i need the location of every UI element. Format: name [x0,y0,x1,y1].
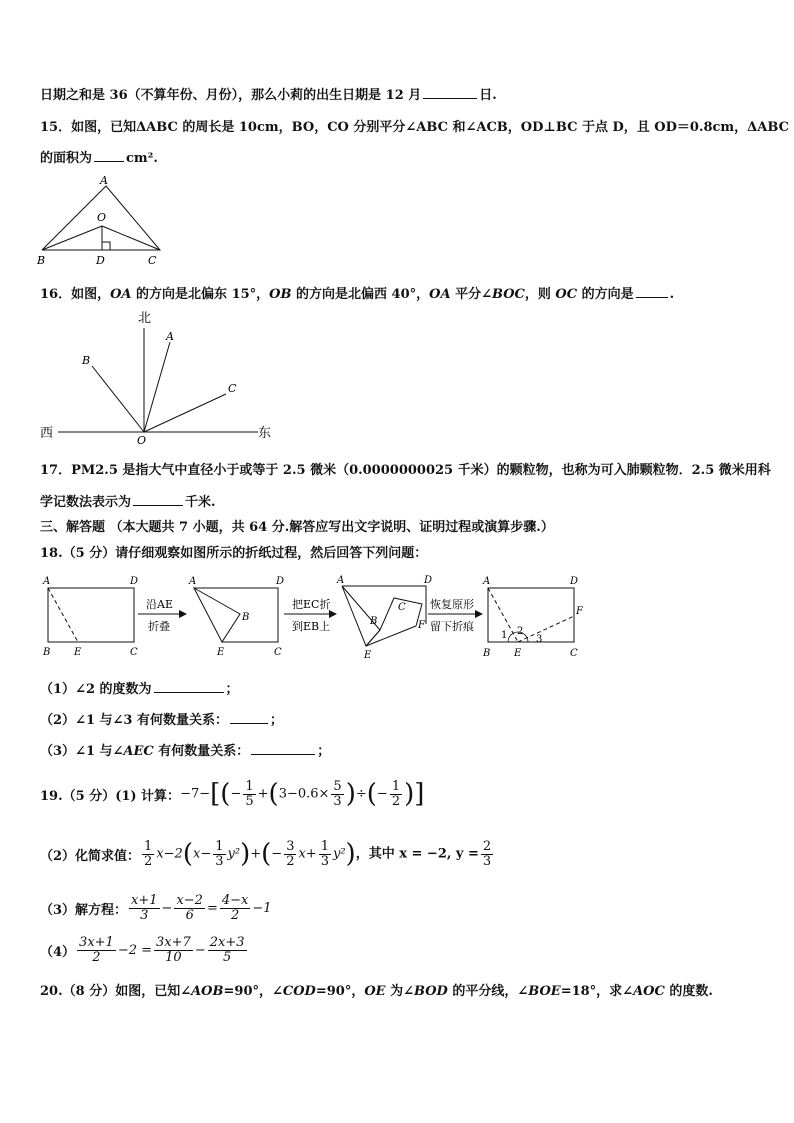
q19-sub3 [40,888,272,928]
q20-aob: AOB [191,984,224,999]
p1-label-d: D [130,576,139,587]
label-o: O [137,434,147,446]
p2-label-c: C [274,647,282,658]
q18-sub1-text: （1）∠2 的度数为 [40,682,152,697]
expr1-frac3: $\frac{1}{2}$ [391,778,401,809]
q20-boe: BOE [528,984,561,999]
q18-sub1-blank[interactable] [154,680,224,693]
q19-sub4-label: （4） [40,944,76,960]
label-north: 北 [138,311,152,326]
expr1-frac1: $\frac{1}{5}$ [245,778,254,809]
q14-text: 日期之和是 36（不算年份、月份），那么小莉的出生日期是 12 月 [40,88,422,103]
p3-label-d: D [424,575,433,586]
q19-sub4 [40,930,249,970]
p2-label-a: A [189,576,197,587]
expr2-part: + [250,846,262,862]
q19-sub3-label: （3）解方程： [40,902,128,918]
q19-sub1 [40,774,424,814]
q16-answer-blank[interactable] [636,285,668,298]
q16-oc: OC [555,287,578,302]
q16-text: 的方向是北偏东 15°， [131,287,270,302]
p3-label-a: A [337,575,345,586]
q16-oa: OA [110,287,132,302]
q18-sub3 [40,740,330,759]
step1-label-line1: 沿AE [146,598,173,611]
q15-triangle-figure [36,172,166,268]
q15-end: . [153,151,158,166]
q17-line2 [40,491,216,510]
ray-ob [92,366,144,432]
q19-sub2-label: （2）化简求值： [40,848,141,864]
q16-text: 的方向是北偏西 40°， [291,287,430,302]
label-a: A [166,330,174,343]
expr4-part: −2 = [117,942,153,958]
label-east: 东 [258,426,272,441]
q15-answer-blank[interactable] [94,149,124,162]
q20-text: =18°，求∠ [560,984,634,999]
expr3-frac3: $\frac{4-x}{2}$ [221,892,249,923]
q19-expr4 [75,936,248,965]
expr1-part: + [257,786,269,802]
q15-line2 [40,147,158,166]
expr3-part: −1 [252,900,272,916]
q18-sub3-blank[interactable] [251,742,315,755]
p4-label-f: F [576,606,583,617]
expr1-part: − [230,786,242,802]
q20-text: =90°， [315,984,365,999]
q20-bod: BOD [413,984,448,999]
expr2-part: y² [227,846,241,862]
q16-end: . [669,287,675,302]
q18-sub2-text: （2）∠1 与∠3 有何数量关系： [40,713,228,728]
q20-text: 20.（8 分）如图，已知∠ [40,984,192,999]
p4-label-d: D [570,576,579,587]
q20-text: 的度数. [664,984,713,999]
q19-expr2: $\frac{1}{2}$ x−2(x− $\frac{1}{3}$ y²)+(− $\frac{3}{2}$ x+ $\frac{1}{3}$ y²)，其中 x = −2, y = $\frac{2}{3}$ [144,838,492,869]
segment-co [102,226,160,250]
expr3-frac1: $\frac{x+1}{3}$ [131,892,158,923]
q17-end: 千米. [185,495,216,510]
q18-sub2-end: ； [269,713,283,728]
q17-text: 学记数法表示为 [40,495,132,510]
p1-label-e: E [74,647,82,658]
expr3-part: − [161,900,173,916]
step2-label-line1: 把EC折 [292,598,331,611]
p3-label-f: F [418,620,425,631]
p2-label-e: E [217,647,225,658]
p4-label-a: A [483,576,491,587]
q20-text: =90°，∠ [223,984,283,999]
expr2-frac5: $\frac{2}{3}$ [482,838,492,869]
right-angle-mark [102,242,110,250]
expr2-part: x− [192,846,212,862]
label-d: D [96,254,105,267]
expr2-frac2: $\frac{1}{3}$ [215,838,224,869]
step1-label-line2: 折叠 [148,620,170,633]
expr4-part: − [194,942,206,958]
expr2-frac1: $\frac{1}{2}$ [144,838,153,869]
q20-line [40,980,713,999]
expr2-part: y² [332,846,346,862]
step2-label-line2: 到EB上 [292,620,331,633]
label-b: B [37,254,46,267]
p2-label-d: D [276,576,285,587]
q18-sub2-blank[interactable] [230,711,268,724]
q18-sub2 [40,709,283,728]
q15-line1: 15．如图，已知ΔABC 的周长是 10cm，BO，CO 分别平分∠ABC 和∠ACB，OD⊥BC 于点 D，且 OD＝0.8cm，ΔABC [40,120,789,135]
q16-text: 的方向是 [577,287,634,302]
expr4-frac2: $\frac{3x+7}{10}$ [156,934,191,965]
panel1-rect [48,588,134,642]
q18-title: 18.（5 分）请仔细观察如图所示的折纸过程，然后回答下列问题： [40,546,428,561]
q18-sub3-text: （3）∠1 与∠ [40,744,124,759]
q14-text-end: 日. [479,88,497,103]
expr1-part: −7− [180,786,211,802]
q18-sub3-end: ； [317,744,331,759]
q18-sub3-text: 有何数量关系： [153,744,250,759]
panel1-fold-ae [48,588,78,642]
expr4-frac3: $\frac{2x+3}{5}$ [209,934,245,965]
q16-ob: OB [269,287,292,302]
p4-angle-3: 3 [536,634,543,645]
expr2-part: x−2 [156,846,183,862]
q14-answer-blank[interactable] [423,86,477,99]
q18-sub1 [40,678,239,697]
q19-sub2 [40,834,495,874]
p1-label-a: A [43,576,51,587]
q19-expr3 [127,894,271,923]
p1-label-b: B [43,647,51,658]
expr2-condition: ，其中 x = −2, y = [355,846,479,862]
q15-text: 的面积为 [40,151,93,166]
label-a: A [100,174,108,187]
p2-label-b: B [242,612,250,623]
q20-oe: OE [364,984,386,999]
expr3-part: = [206,900,218,916]
label-west: 西 [40,426,54,441]
p4-angle-2: 2 [517,626,524,637]
panel2-folded-triangle [194,588,240,642]
expr2-part: x+ [298,846,317,862]
q17-answer-blank[interactable] [133,493,183,506]
q18-sub3-aec: AEC [123,744,154,759]
expr1-frac2: $\frac{5}{3}$ [333,778,342,809]
expr1-part: − [376,786,388,802]
q17-line1: 17．PM2.5 是指大气中直径小于或等于 2.5 微米（0.0000000025 千米）的颗粒物，也称为可入肺颗粒物．2.5 微米用科 [40,463,771,478]
p4-label-c: C [570,648,578,659]
label-c: C [148,254,157,267]
q20-aoc: AOC [633,984,665,999]
step3-label-line2: 留下折痕 [430,620,474,633]
expr3-frac2: $\frac{x-2}{6}$ [176,892,203,923]
segment-bo [42,226,102,250]
expr2-frac4: $\frac{1}{3}$ [320,838,329,869]
p4-label-b: B [483,648,491,659]
panel4-crease-ef [518,616,574,642]
q16-boc: BOC [491,287,525,302]
expr1-part: 3−0.6× [278,786,330,802]
q20-cod: COD [282,984,316,999]
q15-unit: cm² [126,151,154,166]
expr2-frac3: $\frac{3}{2}$ [286,838,295,869]
q16-text: 平分∠ [450,287,492,302]
label-c: C [228,382,237,395]
ray-oa [144,342,170,432]
step3-label-line1: 恢复原形 [430,598,474,611]
q20-text: 的平分线，∠ [447,984,529,999]
section-three-heading: 三、解答题 （本大题共 7 小题，共 64 分.解答应写出文字说明、证明过程或演算步骤.） [40,520,554,535]
p3-label-c: C [398,602,406,613]
p1-label-c: C [130,647,138,658]
label-b: B [82,354,91,367]
p4-angle-1: 1 [501,630,508,641]
q19-title: 19.（5 分）(1) 计算： [40,788,181,804]
q14-tail-line [40,84,497,103]
p4-label-e: E [514,648,522,659]
q18-folding-figure [36,570,596,662]
q16-text: ，则 [524,287,556,302]
expr2-part: − [271,846,283,862]
p3-label-b: B [370,616,378,627]
q16-oa: OA [429,287,451,302]
panel2-outline [194,588,278,642]
expr4-frac1: $\frac{3x+1}{2}$ [79,934,114,965]
q19-expr1: −7−[(− $\frac{1}{5}$ +(3−0.6× $\frac{5}{3}$ )÷(− $\frac{1}{2}$ )] [180,778,425,809]
label-o: O [97,211,107,224]
q16-text: 16．如图， [40,287,111,302]
q16-compass-figure [36,304,276,446]
expr1-part: ÷ [355,786,367,802]
ray-oc [144,394,226,432]
q20-text: 为∠ [385,984,414,999]
q18-sub1-end: ； [225,682,239,697]
p3-label-e: E [364,650,372,661]
q16-line [40,283,674,302]
